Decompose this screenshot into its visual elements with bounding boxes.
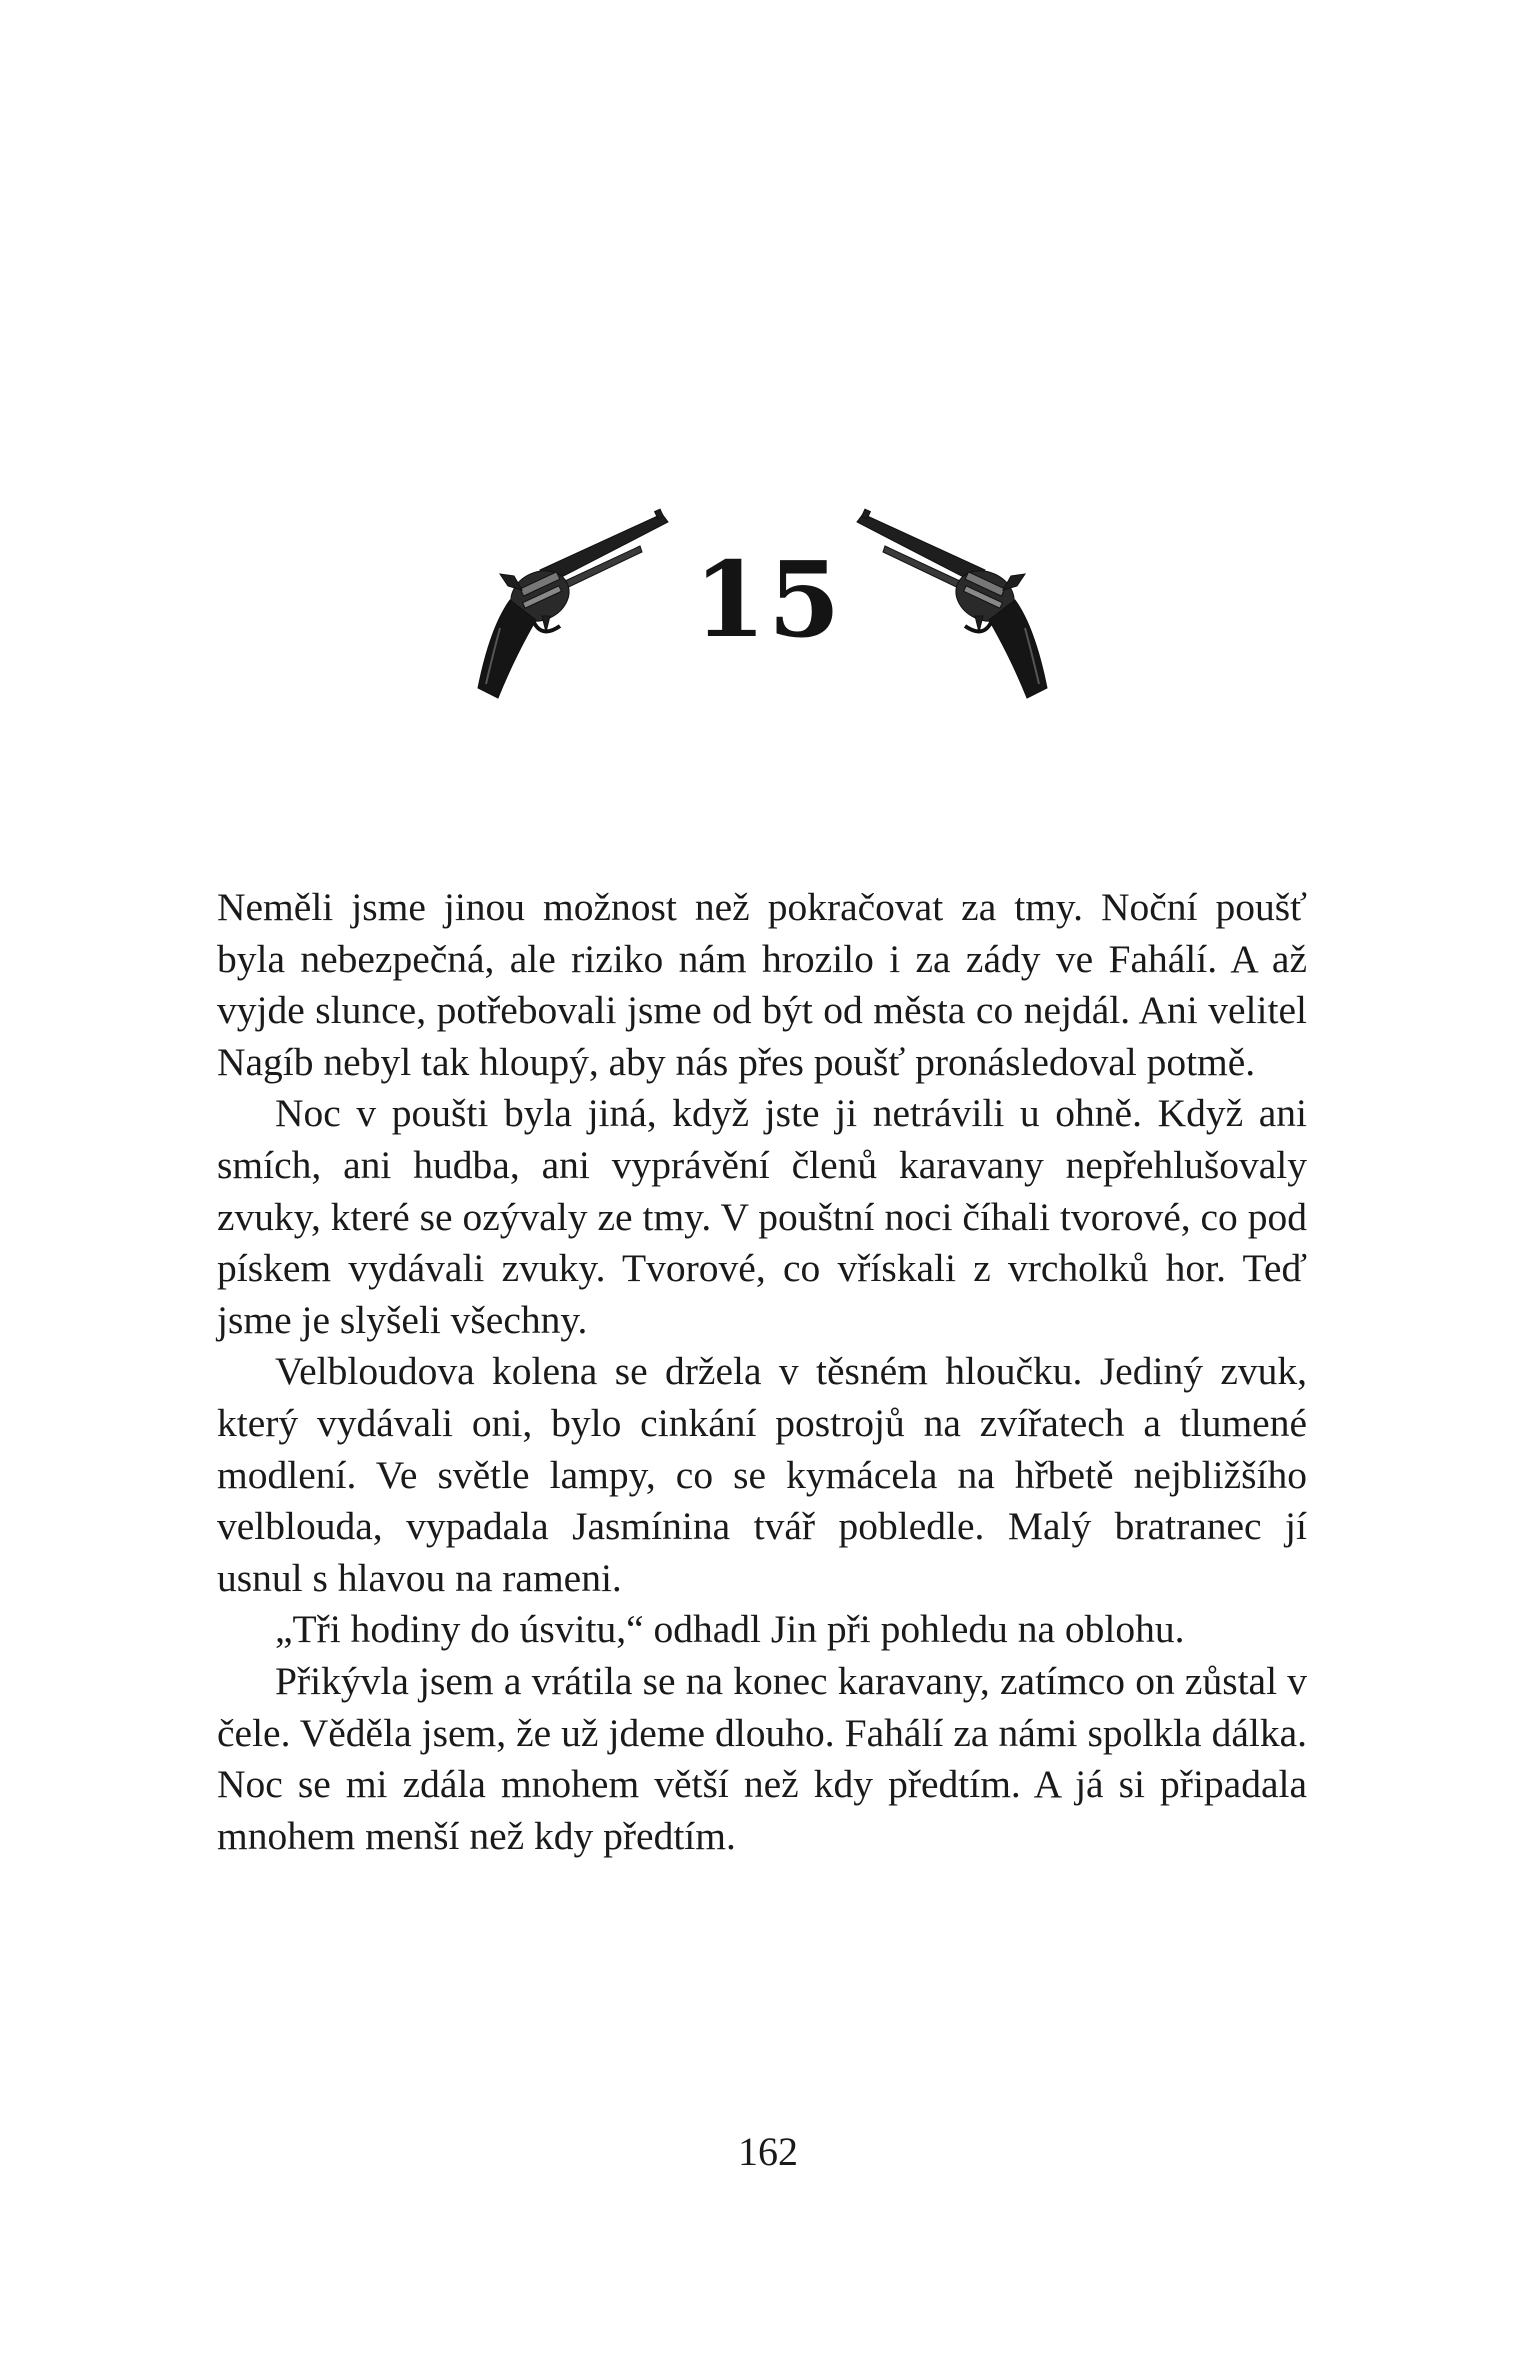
chapter-text (217, 882, 1307, 1862)
chapter-heading (0, 500, 1536, 720)
page-number: 162 (738, 2129, 798, 2174)
paragraph: Velbloudova kolena se držela v těsném hloučku. Jediný zvuk, který vydávali oni, bylo cinkání postrojů na zvířatech a tlumené modlení. Ve světle lampy, co se kymácela na hřbetě nejbližšího velblouda, vypadala Jasmínina tvář pobledle. Malý bratranec jí usnul s hlavou na rameni. (217, 1349, 1307, 1600)
paragraph: Neměli jsme jinou možnost než pokračovat za tmy. Noční poušť byla nebezpečná, ale riziko nám hrozilo i za zády ve Fahálí. A až vyjde slunce, potřebovali jsme od být od města co nejdál. Ani velitel Nagíb nebyl tak hloupý, aby nás přes poušť pronásledoval potmě. (217, 885, 1307, 1084)
chapter-number: 15 (693, 538, 843, 661)
paragraph: Přikývla jsem a vrátila se na konec karavany, zatímco on zůstal v čele. Věděla jsem, že už jdeme dlouho. Fahálí za námi spolkla dálka. Noc se mi zdála mnohem větší než kdy předtím. A já si připadala mnohem menší než kdy předtím. (217, 1658, 1307, 1858)
paragraph: „Tři hodiny do úsvitu,“ odhadl Jin při pohledu na oblohu. (275, 1607, 1185, 1652)
paragraph: Noc v poušti byla jiná, když jste ji netrávili u ohně. Když ani smích, ani hudba, ani vyprávění členů karavany nepřehlušovaly zvuky, které se ozývaly ze tmy. V pouštní noci číhali tvorové, co pod pískem vydávali zvuky. Tvorové, co vřískali z vrcholků hor. Teď jsme je slyšeli všechny. (217, 1091, 1307, 1342)
revolver-icon (845, 508, 1055, 703)
